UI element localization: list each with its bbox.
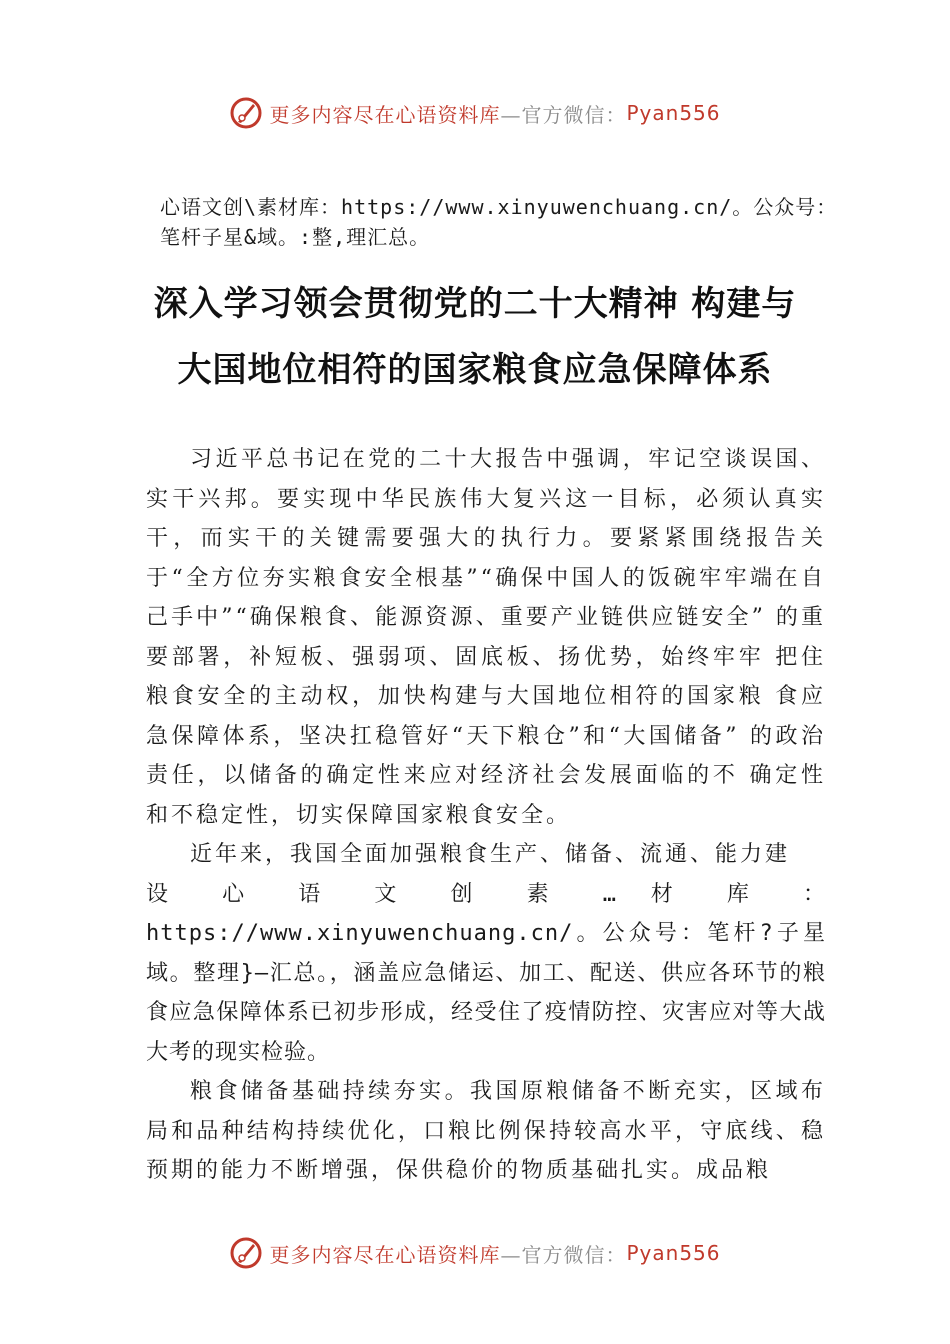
banner-main-text: 更多内容尽在心语资料库 (269, 1242, 501, 1267)
document-title-line-1: 深入学习领会贯彻党的二十大精神 构建与 (153, 284, 797, 324)
paragraph-3: 粮食储备基础持续夯实。我国原粮储备不断充实，区域布局和品种结构持续优化，口粮比例保持较高水平，守底线、稳预期的能力不断增强，保供稳价的物质基础扎实。成品粮 (146, 1079, 826, 1183)
document-body (146, 440, 826, 1191)
quill-circle-icon (229, 96, 263, 130)
banner-wechat-id: Pyan556 (626, 1241, 721, 1265)
footer-watermark-banner (0, 1236, 950, 1270)
banner-separator-text: —官方微信： (500, 102, 627, 127)
paragraph-2-continued: 设 心 语 文 创 素 … 材 库 ： https://www.xinyuwenchuang.cn/。公众号：笔杆?子星域。整理}—汇总。，涵盖应急储运、加工、配送、供应各环节的粮食应急保障体系已初步形成，经受住了疫情防控、灾害应对等大战大考的现实检验。 (146, 881, 826, 1065)
banner-main-text: 更多内容尽在心语资料库 (269, 102, 501, 127)
quill-circle-icon (229, 1236, 263, 1270)
paragraph-1: 习近平总书记在党的二十大报告中强调，牢记空谈误国、实干兴邦。要实现中华民族伟大复兴这一目标，必须认真实干，而实干的关键需要强大的执行力。要紧紧围绕报告关于“全方位夯实粮食安全根基”“确保中国人的饭碗牢牢端在自己手中”“确保粮食、能源资源、重要产业链供应链安全” 的重要部署，补短板、强弱项、固底板、扬优势，始终牢牢 把住粮食安全的主动权，加快构建与大国地位相符的国家粮 食应急保障体系，坚决扛稳管好“天下粮仓”和“大国储备” 的政治责任，以储备的确定性来应对经济社会发展面临的不 确定性和不稳定性，切实保障国家粮食安全。 (146, 447, 826, 828)
source-note: 心语文创\素材库：https://www.xinyuwenchuang.cn/。公众号：笔杆子星&域。:整,理汇总。 (160, 195, 838, 249)
banner-wechat-id: Pyan556 (626, 101, 721, 125)
header-watermark-banner (0, 96, 950, 130)
banner-separator-text: —官方微信： (500, 1242, 627, 1267)
paragraph-2-intro: 近年来，我国全面加强粮食生产、储备、流通、能力建 (190, 842, 791, 867)
document-title-line-2: 大国地位相符的国家粮食应急保障体系 (177, 350, 773, 390)
